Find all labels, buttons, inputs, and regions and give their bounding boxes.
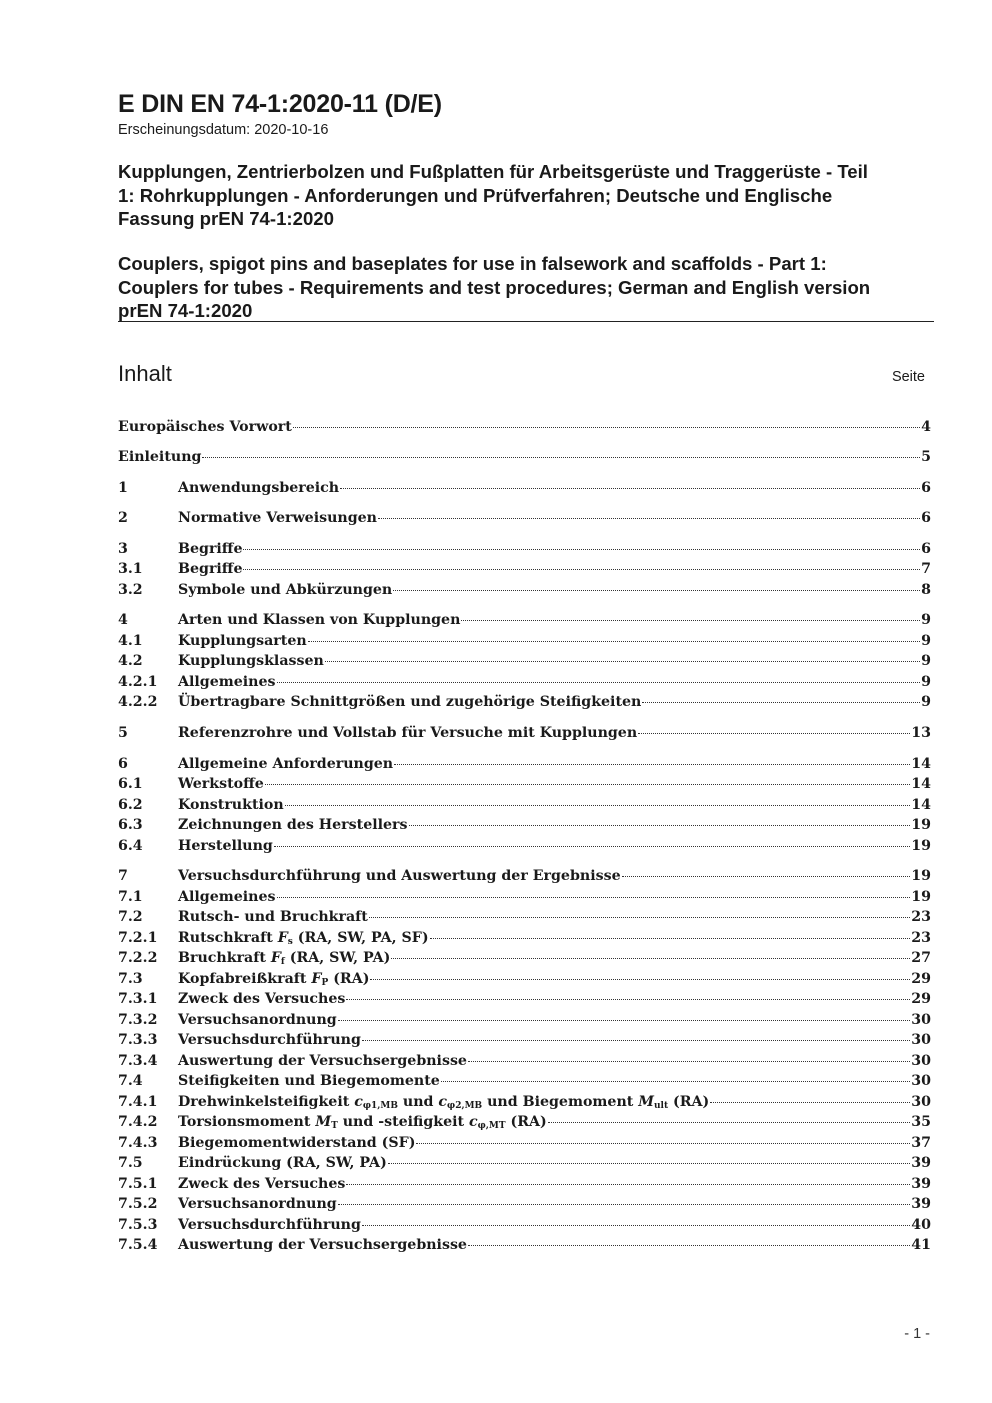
toc-entry-title: Versuchsdurchführung [178, 1032, 361, 1048]
toc-entry-page: 19 [911, 817, 931, 833]
toc-leader-dots [338, 1204, 911, 1205]
toc-entry[interactable] [118, 674, 931, 694]
publication-date: Erscheinungsdatum: 2020-10-16 [118, 122, 329, 138]
toc-entry-number: 6 [118, 756, 128, 772]
toc-entry[interactable] [118, 930, 931, 950]
toc-leader-dots [391, 958, 910, 959]
toc-entry-title: Auswertung der Versuchsergebnisse [178, 1053, 467, 1069]
toc-entry[interactable] [118, 1196, 931, 1216]
toc-entry[interactable] [118, 1073, 931, 1093]
toc-entry-title: Anwendungsbereich [178, 480, 340, 496]
toc-entry-page: 27 [911, 950, 931, 966]
toc-entry-title: Auswertung der Versuchsergebnisse [178, 1237, 467, 1253]
toc-entry[interactable] [118, 817, 931, 837]
toc-leader-dots [338, 1020, 911, 1021]
toc-entry-title: Versuchsanordnung [178, 1196, 337, 1212]
title-german-line: 1: Rohrkupplungen - Anforderungen und Prüfverfahren; Deutsche und Englische [118, 184, 833, 206]
toc-entry-number: 7.3.3 [118, 1032, 158, 1048]
toc-leader-dots [638, 733, 910, 734]
toc-leader-dots [468, 1061, 910, 1062]
toc-entry-number: 7.1 [118, 889, 143, 905]
title-english-line: Couplers for tubes - Requirements and test procedures; German and English version [118, 276, 871, 298]
toc-leader-dots [393, 590, 920, 591]
toc-entry-title: Normative Verweisungen [178, 510, 377, 526]
toc-entry-number: 7.5.1 [118, 1176, 158, 1192]
toc-entry-page: 30 [911, 1012, 931, 1028]
toc-leader-dots [622, 876, 911, 877]
toc-entry[interactable] [118, 889, 931, 909]
toc-entry-number: 6.4 [118, 838, 143, 854]
title-german-line: Kupplungen, Zentrierbolzen und Fußplatten für Arbeitsgerüste und Traggerüste - Teil [118, 161, 868, 182]
toc-entry-title: Kopfabreißkraft $F_P$ (RA) [178, 971, 370, 988]
toc-leader-dots [362, 1225, 910, 1226]
page-number: - 1 - [904, 1326, 930, 1342]
toc-entry-page: 39 [911, 1176, 931, 1192]
toc-entry[interactable] [118, 419, 931, 439]
toc-entry-page: 41 [911, 1237, 931, 1253]
toc-entry-number: 7.3 [118, 971, 143, 987]
toc-entry[interactable] [118, 510, 931, 530]
toc-entry[interactable] [118, 838, 931, 858]
toc-leader-dots [642, 702, 920, 703]
toc-entry-title: Rutschkraft $F_s$ (RA, SW, PA, SF) [178, 930, 429, 947]
toc-entry-title: Herstellung [178, 838, 273, 854]
toc-entry-number: 6.2 [118, 797, 143, 813]
toc-entry-number: 7.2.2 [118, 950, 158, 966]
toc-entry-page: 14 [911, 776, 931, 792]
toc-entry-number: 7.3.1 [118, 991, 158, 1007]
toc-entry-number: 7.5 [118, 1155, 143, 1171]
toc-entry-number: 7.4 [118, 1073, 143, 1089]
toc-entry-page: 19 [911, 838, 931, 854]
toc-entry[interactable] [118, 480, 931, 500]
toc-entry[interactable] [118, 756, 931, 776]
toc-entry-number: 7.5.3 [118, 1217, 158, 1233]
toc-heading: Inhalt [118, 361, 172, 386]
document-id: E DIN EN 74-1:2020-11 (D/E) [118, 90, 442, 118]
toc-entry-page: 5 [921, 449, 931, 465]
toc-entry-number: 7.5.4 [118, 1237, 158, 1253]
toc-entry[interactable] [118, 725, 931, 745]
toc-leader-dots [293, 427, 920, 428]
toc-leader-dots [388, 1163, 910, 1164]
toc-leader-dots [346, 999, 910, 1000]
toc-entry-title: Zeichnungen des Herstellers [178, 817, 408, 833]
toc-entry-page: 8 [921, 582, 931, 598]
toc-leader-dots [285, 805, 911, 806]
toc-entry-page: 14 [911, 797, 931, 813]
toc-entry-number: 4.2.1 [118, 674, 158, 690]
toc-entry-number: 4 [118, 612, 128, 628]
toc-entry-title: Rutsch- und Bruchkraft [178, 909, 368, 925]
toc-entry-title: Allgemeine Anforderungen [178, 756, 394, 772]
toc-entry-page: 30 [911, 1053, 931, 1069]
toc-leader-dots [416, 1143, 910, 1144]
toc-leader-dots [243, 549, 920, 550]
toc-entry-page: 23 [911, 930, 931, 946]
toc-entry[interactable] [118, 1094, 931, 1114]
toc-entry-page: 14 [911, 756, 931, 772]
toc-entry[interactable] [118, 1155, 931, 1175]
toc-leader-dots [202, 457, 920, 458]
toc-entry-number: 3.1 [118, 561, 143, 577]
toc-entry-title: Allgemeines [178, 674, 276, 690]
toc-entry-page: 6 [921, 480, 931, 496]
toc-entry-number: 7.3.2 [118, 1012, 158, 1028]
toc-entry[interactable] [118, 633, 931, 653]
toc-leader-dots [265, 784, 910, 785]
toc-entry-title: Versuchsanordnung [178, 1012, 337, 1028]
toc-entry-number: 7.5.2 [118, 1196, 158, 1212]
toc-entry-page: 6 [921, 510, 931, 526]
toc-entry-page: 9 [921, 653, 931, 669]
toc-leader-dots [468, 1245, 910, 1246]
toc-entry-page: 19 [911, 889, 931, 905]
toc-entry-number: 3.2 [118, 582, 143, 598]
toc-entry-page: 9 [921, 694, 931, 710]
toc-entry-title: Torsionsmoment $M_T$ und -steifigkeit $c_{\varphi,MT}$ (RA) [178, 1114, 547, 1131]
title-english-line: Couplers, spigot pins and baseplates for use in falsework and scaffolds - Part 1: [118, 253, 827, 274]
toc-leader-dots [378, 518, 920, 519]
toc-entry-number: 7.2.1 [118, 930, 158, 946]
toc-entry-title: Konstruktion [178, 797, 284, 813]
toc-entry-number: 7.2 [118, 909, 143, 925]
toc-entry-page: 23 [911, 909, 931, 925]
toc-entry-number: 4.2 [118, 653, 143, 669]
toc-entry-number: 7.4.2 [118, 1114, 158, 1130]
toc-leader-dots [243, 569, 920, 570]
toc-entry-number: 7.4.3 [118, 1135, 158, 1151]
toc-entry-page: 37 [911, 1135, 931, 1151]
toc-page-label: Seite [891, 369, 925, 385]
toc-entry-page: 13 [911, 725, 931, 741]
toc-entry[interactable] [118, 561, 931, 581]
toc-entry-title: Zweck des Versuches [178, 1176, 346, 1192]
toc-entry-page: 29 [911, 971, 931, 987]
toc-entry[interactable] [118, 653, 931, 673]
toc-entry-number: 7.3.4 [118, 1053, 158, 1069]
title-german-line: Fassung prEN 74-1:2020 [118, 208, 334, 229]
toc-entry-page: 39 [911, 1196, 931, 1212]
toc-entry-title: Symbole und Abkürzungen [178, 582, 393, 598]
toc-leader-dots [394, 764, 910, 765]
toc-entry[interactable] [118, 1135, 931, 1155]
toc-entry[interactable] [118, 612, 931, 632]
toc-entry[interactable] [118, 991, 931, 1011]
title-english [118, 252, 933, 323]
toc-entry-title: Übertragbare Schnittgrößen und zugehörige Steifigkeiten [178, 694, 642, 710]
toc-leader-dots [710, 1102, 910, 1103]
toc-entry-title: Allgemeines [178, 889, 276, 905]
toc-leader-dots [461, 620, 920, 621]
toc-entry[interactable] [118, 1176, 931, 1196]
toc-leader-dots [441, 1081, 910, 1082]
toc-leader-dots [277, 682, 921, 683]
toc-entry[interactable] [118, 541, 931, 561]
toc-entry-number: 4.1 [118, 633, 143, 649]
toc-entry-title: Drehwinkelsteifigkeit $c_{\varphi 1,MB}$ und $c_{\varphi 2,MB}$ und Biegemoment $M_{ult}$ (RA) [178, 1094, 710, 1111]
toc-leader-dots [274, 846, 910, 847]
toc-entry-number: 3 [118, 541, 128, 557]
toc-entry-title: Versuchsdurchführung [178, 1217, 361, 1233]
toc-leader-dots [308, 641, 920, 642]
toc-leader-dots [340, 488, 920, 489]
toc-leader-dots [430, 938, 911, 939]
toc-entry-page: 39 [911, 1155, 931, 1171]
toc-leader-dots [362, 1040, 910, 1041]
toc-entry[interactable] [118, 582, 931, 602]
title-german [118, 160, 933, 231]
toc-entry-page: 4 [921, 419, 931, 435]
toc-entry-title: Kupplungsklassen [178, 653, 324, 669]
toc-entry[interactable] [118, 950, 931, 970]
toc-leader-dots [346, 1184, 910, 1185]
toc-entry[interactable] [118, 1032, 931, 1052]
toc-entry-title: Arten und Klassen von Kupplungen [178, 612, 461, 628]
toc-entry-title: Steifigkeiten und Biegemomente [178, 1073, 440, 1089]
toc-entry-number: 1 [118, 480, 128, 496]
toc-entry-title: Referenzrohre und Vollstab für Versuche mit Kupplungen [178, 725, 638, 741]
toc-entry[interactable] [118, 449, 931, 469]
toc-entry-page: 19 [911, 868, 931, 884]
toc-entry-page: 9 [921, 612, 931, 628]
toc-entry-page: 9 [921, 674, 931, 690]
toc-leader-dots [369, 917, 910, 918]
toc-entry[interactable] [118, 1114, 931, 1134]
toc-leader-dots [409, 825, 911, 826]
toc-entry-number: 2 [118, 510, 128, 526]
toc-entry-title: Einleitung [118, 449, 202, 465]
header-divider [118, 321, 934, 322]
toc-entry-number: 4.2.2 [118, 694, 158, 710]
toc-entry[interactable] [118, 1053, 931, 1073]
toc-entry-title: Zweck des Versuches [178, 991, 346, 1007]
title-english-line: prEN 74-1:2020 [118, 300, 253, 321]
toc-entry-page: 35 [911, 1114, 931, 1130]
toc-entry-page: 30 [911, 1073, 931, 1089]
toc-entry-number: 7.4.1 [118, 1094, 158, 1110]
toc-entry-title: Versuchsdurchführung und Auswertung der Ergebnisse [178, 868, 621, 884]
toc-entry-page: 6 [921, 541, 931, 557]
toc-leader-dots [548, 1122, 910, 1123]
toc-entry-page: 30 [911, 1094, 931, 1110]
toc-entry-number: 7 [118, 868, 128, 884]
toc-entry-number: 5 [118, 725, 128, 741]
toc-entry[interactable] [118, 868, 931, 888]
toc-entry[interactable] [118, 1217, 931, 1237]
toc-entry-page: 30 [911, 1032, 931, 1048]
toc-entry-title: Bruchkraft $F_f$ (RA, SW, PA) [178, 950, 391, 967]
toc-entry-page: 9 [921, 633, 931, 649]
toc-entry-number: 6.3 [118, 817, 143, 833]
toc-entry[interactable] [118, 1012, 931, 1032]
toc-entry-title: Biegemomentwiderstand (SF) [178, 1135, 416, 1151]
toc-leader-dots [370, 979, 910, 980]
toc-entry-title: Werkstoffe [178, 776, 264, 792]
toc-entry[interactable] [118, 1237, 931, 1257]
toc-leader-dots [325, 661, 920, 662]
toc-entry[interactable] [118, 776, 931, 796]
toc-entry-title: Begriffe [178, 561, 243, 577]
toc-entry-title: Eindrückung (RA, SW, PA) [178, 1155, 387, 1171]
toc-entry-page: 7 [921, 561, 931, 577]
toc-entry[interactable] [118, 971, 931, 991]
toc-entry[interactable] [118, 694, 931, 714]
toc-entry-title: Kupplungsarten [178, 633, 307, 649]
toc-entry[interactable] [118, 797, 931, 817]
toc-leader-dots [277, 897, 911, 898]
toc-entry-title: Begriffe [178, 541, 243, 557]
toc-entry-number: 6.1 [118, 776, 143, 792]
toc-entry-title: Europäisches Vorwort [118, 419, 292, 435]
toc-entry-page: 40 [911, 1217, 931, 1233]
toc-entry-page: 29 [911, 991, 931, 1007]
toc-entry[interactable] [118, 909, 931, 929]
